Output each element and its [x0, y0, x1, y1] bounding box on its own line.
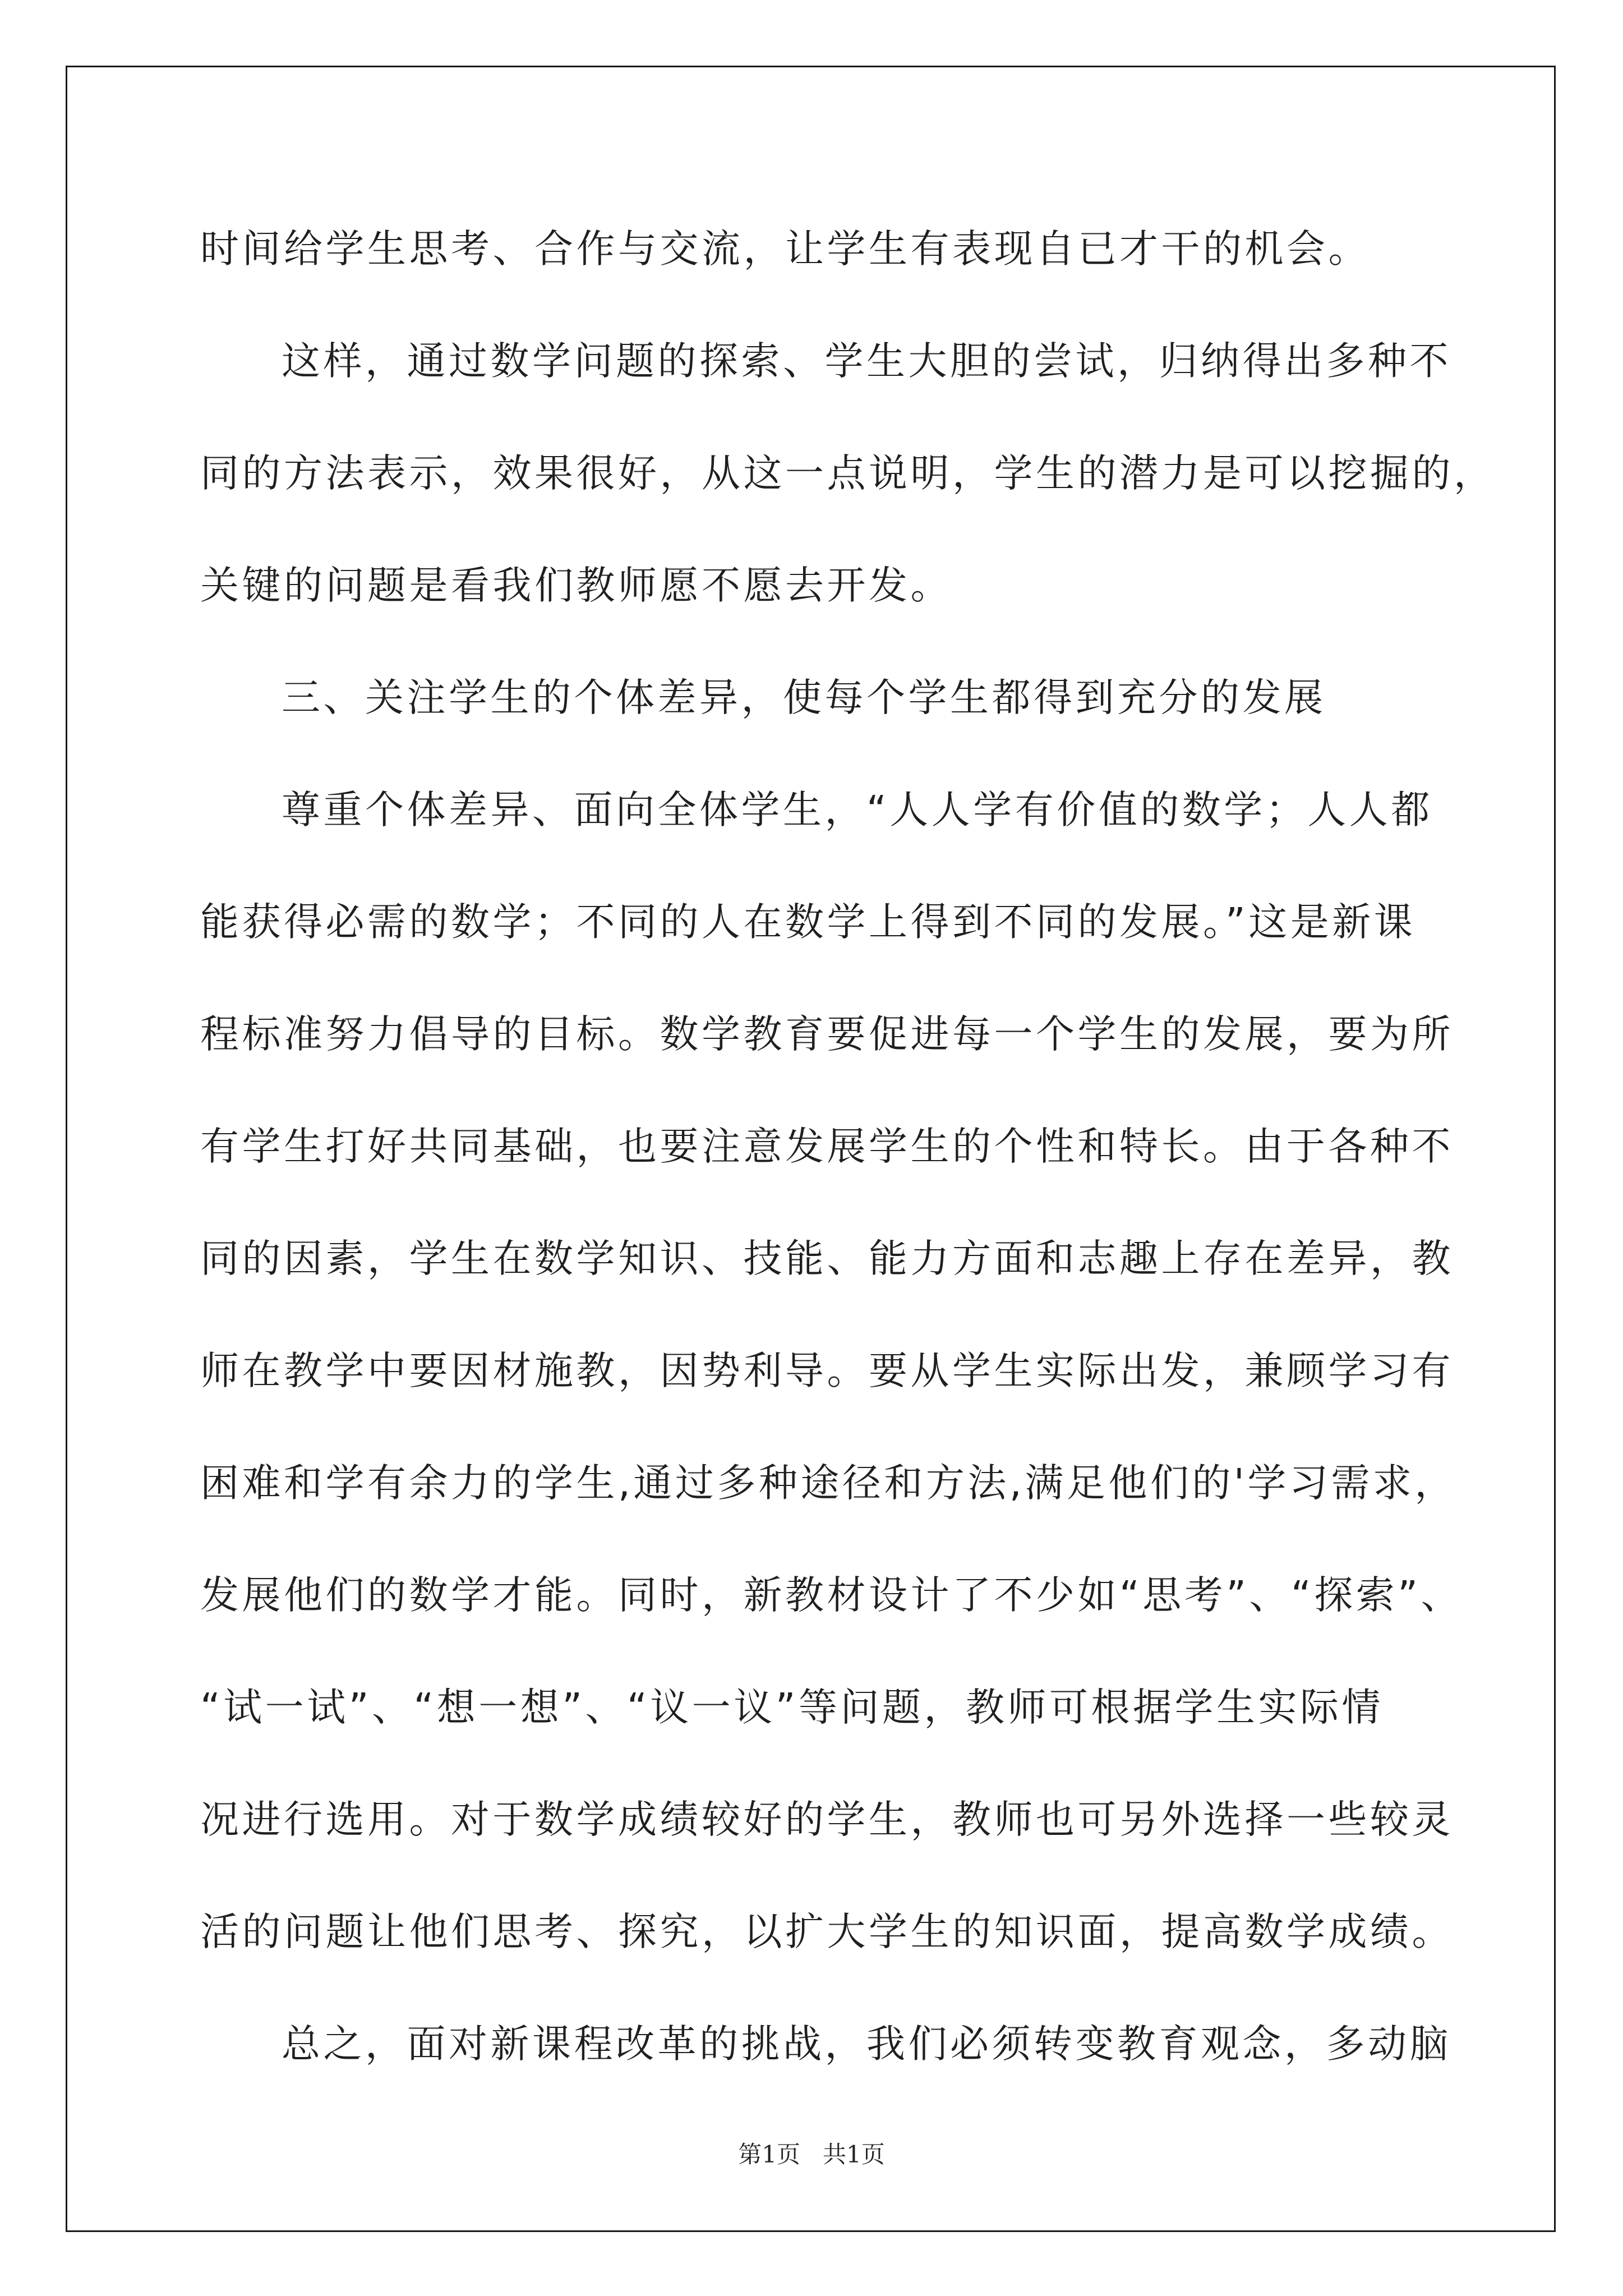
- paragraph-line: 程标准努力倡导的目标。数学教育要促进每一个学生的发展，要为所: [200, 1012, 1454, 1057]
- page-number-footer: 第1页 共1页: [738, 2141, 885, 2168]
- paragraph-line: 同的因素，学生在数学知识、技能、能力方面和志趣上存在差异，教: [200, 1236, 1454, 1281]
- paragraph-line: 这样，通过数学问题的探索、学生大胆的尝试，归纳得出多种不: [282, 339, 1451, 384]
- paragraph-line: 能获得必需的数学；不同的人在数学上得到不同的发展。”这是新课: [200, 900, 1416, 945]
- paragraph-line: 况进行选用。对于数学成绩较好的学生，教师也可另外选择一些较灵: [200, 1797, 1454, 1842]
- paragraph-line: 同的方法表示，效果很好，从这一点说明，学生的潜力是可以挖掘的，: [200, 451, 1496, 496]
- paragraph-line: 发展他们的数学才能。同时，新教材设计了不少如“思考”、“探索”、: [200, 1573, 1463, 1618]
- paragraph-line: 困难和学有余力的学生,通过多种途径和方法,满足他们的'学习需求，: [200, 1461, 1456, 1506]
- paragraph-line: 活的问题让他们思考、探究，以扩大学生的知识面，提高数学成绩。: [200, 1910, 1454, 1954]
- paragraph-line: “试一试”、“想一想”、“议一议”等问题，教师可根据学生实际情: [200, 1685, 1384, 1730]
- paragraph-line: 时间给学生思考、合作与交流，让学生有表现自已才干的机会。: [200, 227, 1370, 272]
- paragraph-line: 尊重个体差异、面向全体学生，“人人学有价值的数学；人人都: [282, 788, 1433, 832]
- paragraph-line: 总之，面对新课程改革的挑战，我们必须转变教育观念，多动脑: [282, 2022, 1451, 2067]
- paragraph-line: 师在教学中要因材施教，因势利导。要从学生实际出发，兼顾学习有: [200, 1349, 1454, 1393]
- paragraph-line: 有学生打好共同基础，也要注意发展学生的个性和特长。由于各种不: [200, 1124, 1454, 1169]
- section-heading: 三、关注学生的个体差异，使每个学生都得到充分的发展: [282, 675, 1326, 720]
- paragraph-line: 关键的问题是看我们教师愿不愿去开发。: [200, 563, 952, 608]
